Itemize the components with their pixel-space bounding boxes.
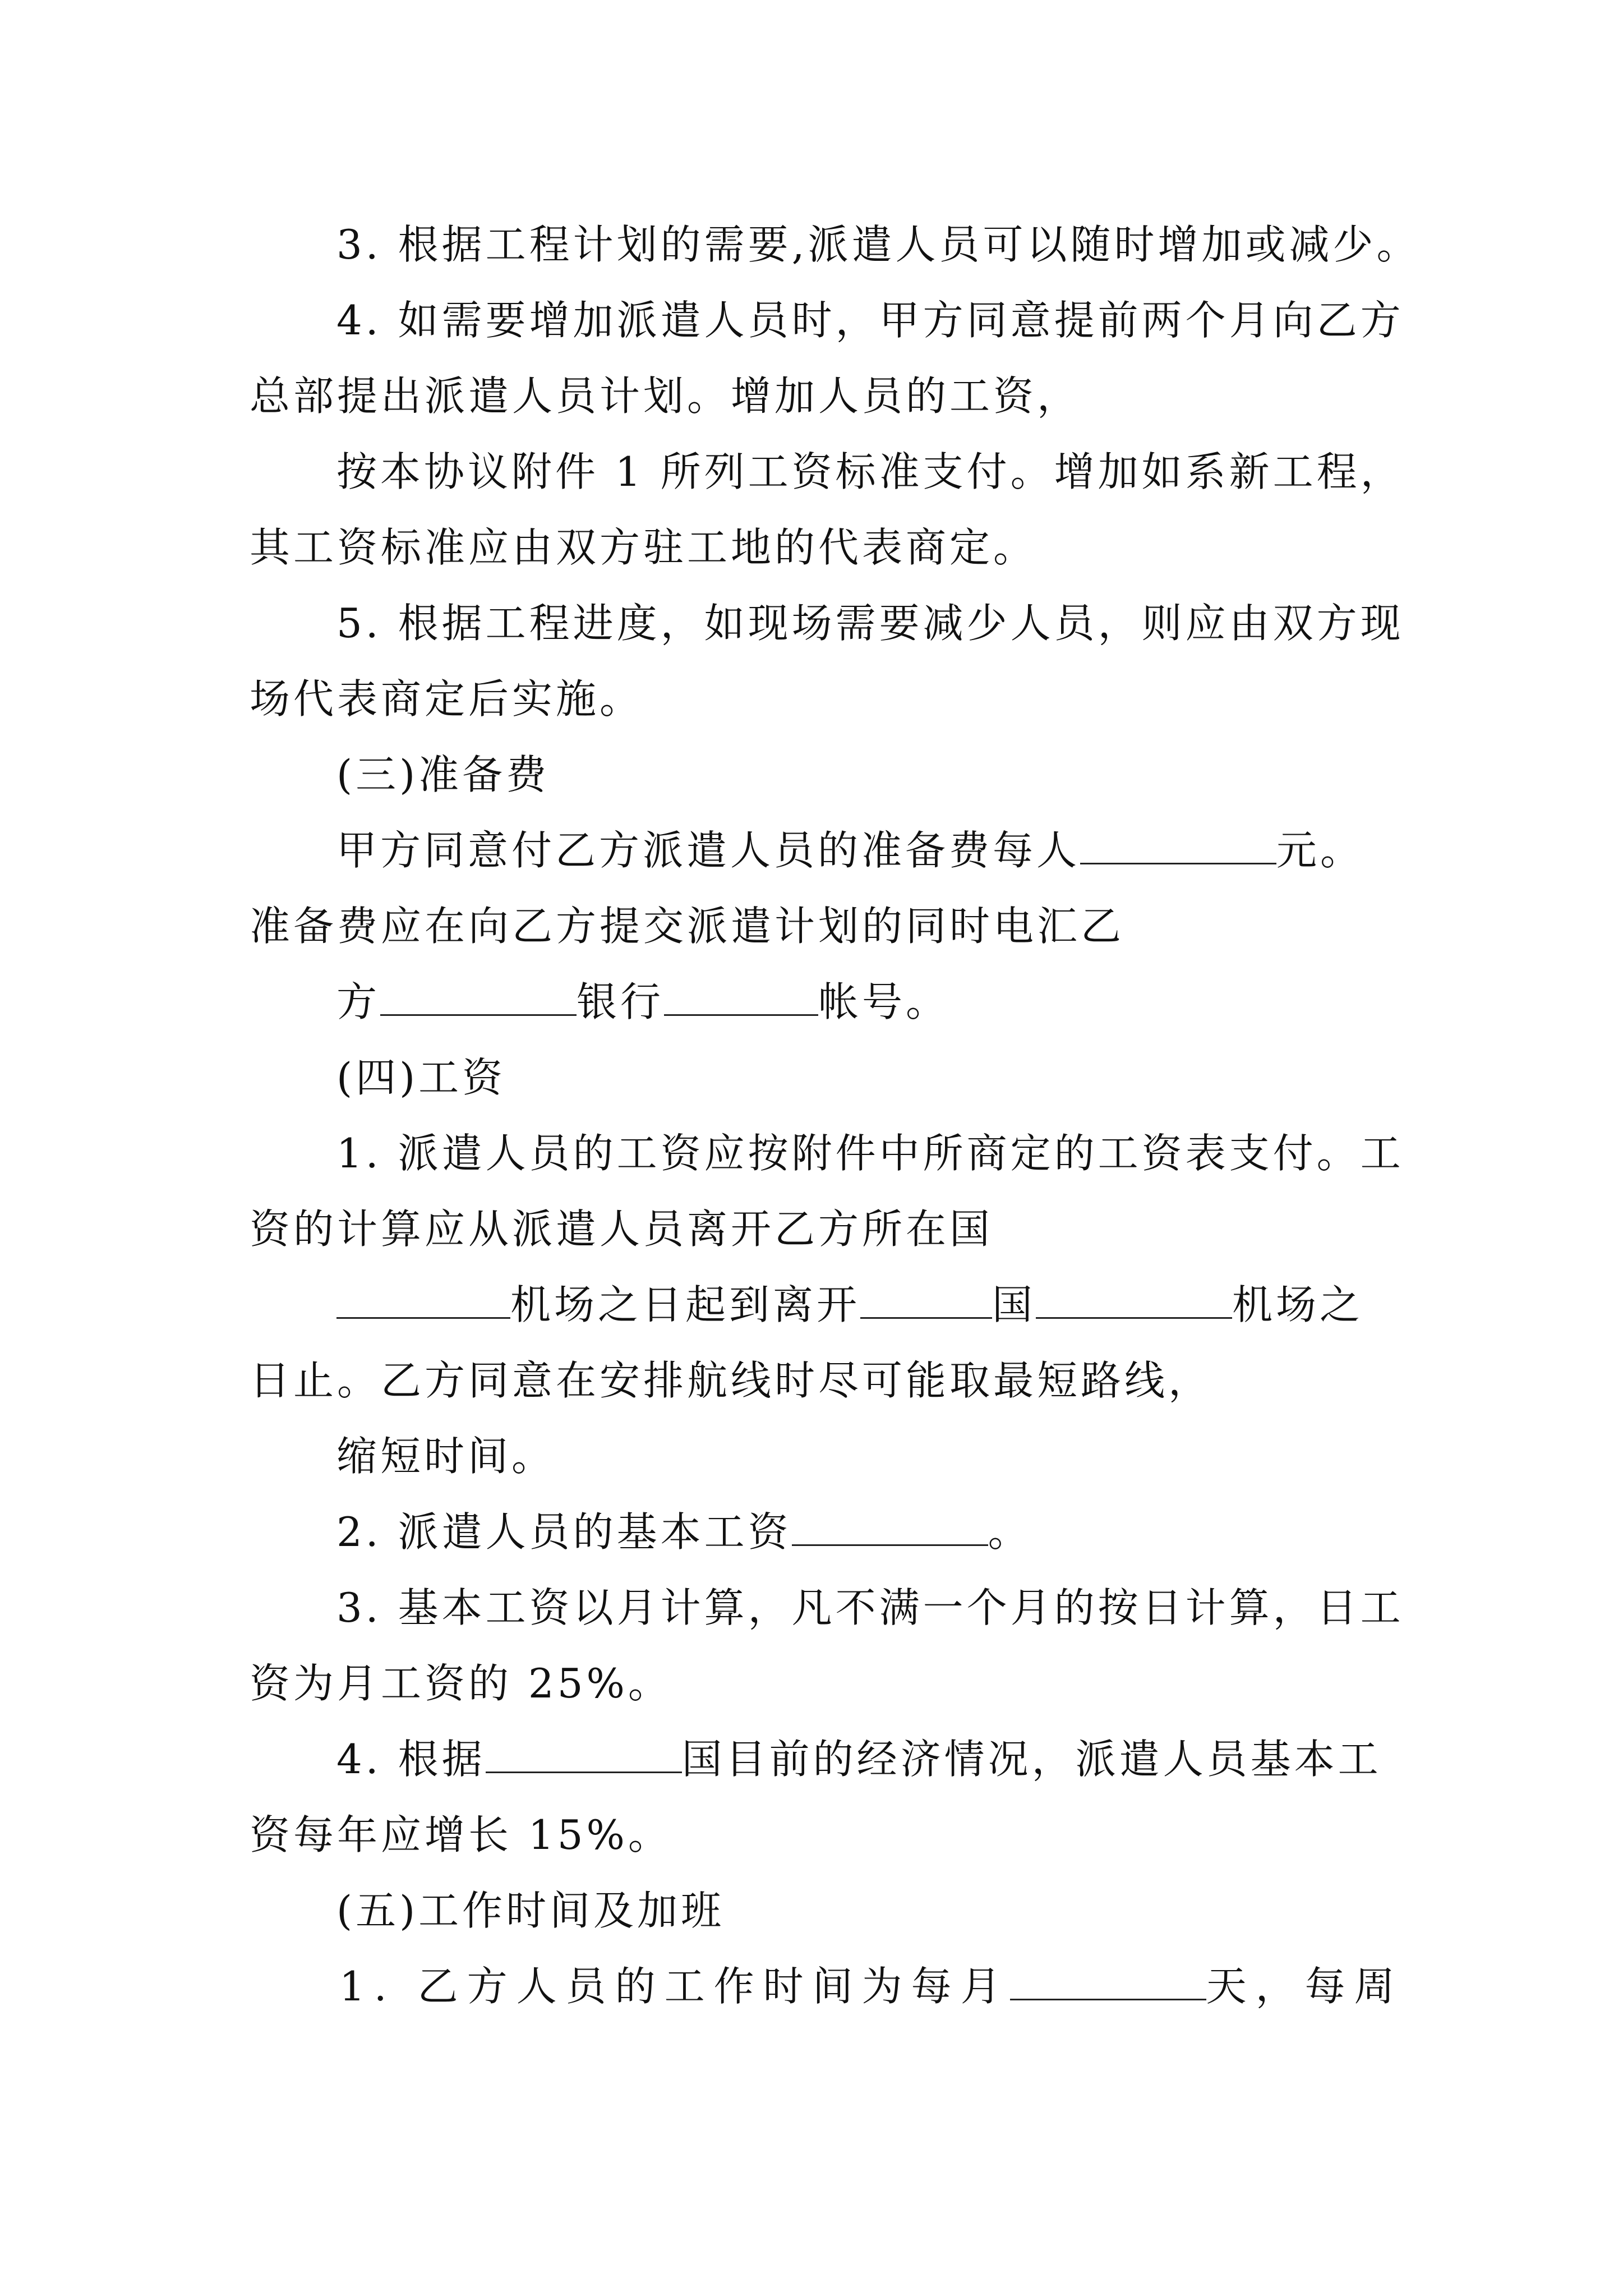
fill-blank: [1036, 1286, 1232, 1319]
paragraph-line: [336, 1584, 1404, 1631]
text: 1. 乙方人员的工作时间为每月: [339, 1963, 1010, 2010]
paragraph-line: [336, 297, 1404, 344]
text: 资为月工资的 25%。: [250, 1660, 672, 1707]
section-heading: [336, 1887, 725, 1934]
text: 4. 如需要增加派遣人员时，甲方同意提前两个月向乙方: [336, 297, 1404, 344]
text: (三)准备费: [336, 751, 550, 798]
text: 国目前的经济情况，派遣人员基本工: [681, 1736, 1382, 1783]
paragraph-line: [250, 372, 1081, 420]
fill-blank: [1080, 831, 1276, 864]
text: 日止。乙方同意在安排航线时尽可能取最短路线，: [250, 1357, 1212, 1404]
text: 机场之日起到离开: [510, 1281, 861, 1328]
text: 总部提出派遣人员计划。增加人员的工资，: [250, 372, 1081, 420]
paragraph-line: [250, 524, 1038, 571]
paragraph-line: [336, 1130, 1404, 1177]
paragraph-line: [250, 675, 644, 723]
text: 4. 根据: [336, 1736, 486, 1783]
text: 3. 根据工程计划的需要,派遣人员可以随时增加或减少。: [336, 221, 1421, 268]
paragraph-line: [250, 903, 1125, 950]
text: 其工资标准应由双方驻工地的代表商定。: [250, 524, 1038, 571]
paragraph-line: [250, 1811, 672, 1858]
paragraph-line: [336, 221, 1421, 268]
text: 帐号。: [818, 978, 950, 1025]
text: 天，每周: [1206, 1963, 1404, 2010]
fill-blank: [1010, 1967, 1206, 2000]
fill-blank: [486, 1740, 682, 1773]
section-heading: [336, 1054, 506, 1101]
paragraph-line: [336, 1281, 1364, 1328]
text: 银行: [577, 978, 665, 1025]
section-heading: [336, 751, 550, 798]
fill-blank: [860, 1286, 992, 1319]
text: 2. 派遣人员的基本工资: [336, 1508, 792, 1556]
paragraph-line: [339, 1963, 1404, 2010]
text: 准备费应在向乙方提交派遣计划的同时电汇乙: [250, 903, 1125, 950]
paragraph-line: [336, 827, 1364, 874]
text: 缩短时间。: [336, 1433, 556, 1480]
paragraph-line: [336, 1508, 1032, 1556]
fill-blank: [792, 1513, 988, 1546]
paragraph-line: [250, 1205, 994, 1253]
text: (四)工资: [336, 1054, 506, 1101]
text: (五)工作时间及加班: [336, 1887, 725, 1934]
text: 资每年应增长 15%。: [250, 1811, 672, 1858]
paragraph-line: [336, 1433, 556, 1480]
paragraph-line: [336, 600, 1404, 647]
text: 方: [336, 978, 381, 1025]
paragraph-line: [336, 448, 1404, 495]
text: 按本协议附件 1 所列工资标准支付。增加如系新工程，: [336, 448, 1404, 495]
text: 国: [992, 1281, 1036, 1328]
text: 。: [988, 1508, 1032, 1556]
text: 1. 派遣人员的工资应按附件中所商定的工资表支付。工: [336, 1130, 1404, 1177]
fill-blank: [336, 1286, 510, 1319]
fill-blank: [664, 983, 818, 1016]
paragraph-line: [336, 1736, 1382, 1783]
text: 3. 基本工资以月计算，凡不满一个月的按日计算，日工: [336, 1584, 1404, 1631]
paragraph-line: [250, 1357, 1212, 1404]
paragraph-line: [250, 1660, 672, 1707]
text: 场代表商定后实施。: [250, 675, 644, 723]
text: 5. 根据工程进度，如现场需要减少人员，则应由双方现: [336, 600, 1404, 647]
text: 机场之: [1232, 1281, 1364, 1328]
fill-blank: [380, 983, 577, 1016]
text: 元。: [1276, 827, 1364, 874]
text: 资的计算应从派遣人员离开乙方所在国: [250, 1205, 994, 1253]
text: 甲方同意付乙方派遣人员的准备费每人: [336, 827, 1081, 874]
paragraph-line: [336, 978, 950, 1025]
